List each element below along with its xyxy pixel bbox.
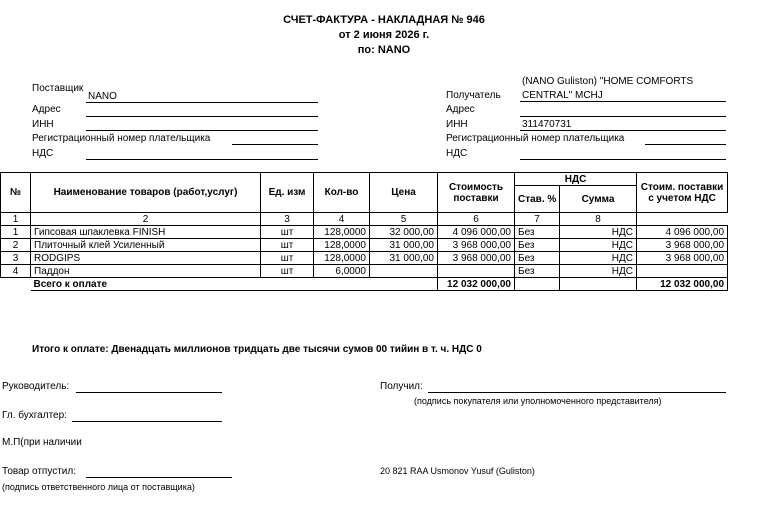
receiver-inn-value: 311470731 xyxy=(522,119,572,130)
supplier-inn-line xyxy=(86,130,318,131)
total-in-words: Итого к оплате: Двенадцать миллионов тридцать две тысячи сумов 00 тийин в т. ч. НДС 0 xyxy=(32,344,482,355)
released-label: Товар отпустил: xyxy=(2,466,76,477)
supplier-name: NANO xyxy=(88,91,117,102)
invoice-table xyxy=(0,172,728,291)
accountant-label: Гл. бухгалтер: xyxy=(2,410,67,421)
row-qty: 128,0000 xyxy=(314,252,370,265)
receiver-address-line xyxy=(520,116,726,117)
row-name: Плиточный клей Усиленный xyxy=(31,239,261,252)
supplier-name-line xyxy=(86,102,318,103)
col-no-header: № xyxy=(1,173,31,213)
released-note: (подпись ответственного лица от поставщика) xyxy=(2,482,195,492)
row-unit: шт xyxy=(261,239,314,252)
row-name: RODGIPS xyxy=(31,252,261,265)
row-vat-rate: Без xyxy=(515,265,560,278)
row-vat-sum: НДС xyxy=(560,252,637,265)
row-vat-sum: НДС xyxy=(560,265,637,278)
col-total-header: Стоим. поставки с учетом НДС xyxy=(637,173,728,213)
invoice-date: от 2 июня 2026 г. xyxy=(338,29,430,41)
supplier-inn-label: ИНН xyxy=(32,119,54,130)
row-cost: 3 968 000,00 xyxy=(438,239,515,252)
receiver-inn-line xyxy=(520,130,726,131)
receiver-reg-label: Регистрационный номер плательщика xyxy=(446,133,625,144)
accountant-sign-line xyxy=(72,421,222,422)
total-cost: 12 032 000,00 xyxy=(438,278,515,291)
row-vat-sum: НДС xyxy=(560,239,637,252)
row-vat-rate: Без xyxy=(515,239,560,252)
row-cost xyxy=(438,265,515,278)
table-row xyxy=(1,252,728,265)
received-label: Получил: xyxy=(380,381,423,392)
receiver-name-underline xyxy=(520,101,726,102)
row-cost: 4 096 000,00 xyxy=(438,226,515,239)
row-qty: 128,0000 xyxy=(314,226,370,239)
row-vat-rate: Без xyxy=(515,226,560,239)
row-qty: 128,0000 xyxy=(314,239,370,252)
row-no: 2 xyxy=(1,239,31,252)
col-number: 1 xyxy=(1,213,31,226)
supplier-vat-label: НДС xyxy=(32,148,54,159)
row-total: 3 968 000,00 xyxy=(637,239,728,252)
row-unit: шт xyxy=(261,265,314,278)
col-vat-sum-header: Сумма xyxy=(560,186,637,213)
col-number: 7 xyxy=(515,213,560,226)
row-qty: 6,0000 xyxy=(314,265,370,278)
total-sum: 12 032 000,00 xyxy=(637,278,728,291)
col-vat-rate-header: Став. % xyxy=(515,186,560,213)
col-unit-header: Ед. изм xyxy=(261,173,314,213)
supplier-address-line xyxy=(86,116,318,117)
row-price: 31 000,00 xyxy=(370,239,438,252)
stamp-label: М.П(при наличии xyxy=(2,437,82,448)
total-label: Всего к оплате xyxy=(31,278,438,291)
total-row xyxy=(1,278,728,291)
receiver-name-line1: (NANO Guliston) "HOME COMFORTS xyxy=(522,76,694,87)
col-vat-header: НДС xyxy=(515,173,637,186)
supplier-address-label: Адрес xyxy=(32,104,61,115)
supplier-reg-label: Регистрационный номер плательщика xyxy=(32,133,211,144)
invoice-by: по: NANO xyxy=(357,44,411,56)
supplier-reg-line xyxy=(232,144,318,145)
received-sign-line xyxy=(428,392,726,393)
table-row xyxy=(1,226,728,239)
table-row xyxy=(1,265,728,278)
col-number: 4 xyxy=(314,213,370,226)
director-sign-line xyxy=(76,392,222,393)
col-number: 6 xyxy=(438,213,515,226)
row-total xyxy=(637,265,728,278)
row-no: 4 xyxy=(1,265,31,278)
row-price xyxy=(370,265,438,278)
row-name: Паддон xyxy=(31,265,261,278)
receiver-address-label: Адрес xyxy=(446,104,475,115)
row-cost: 3 968 000,00 xyxy=(438,252,515,265)
receiver-label: Получатель xyxy=(446,90,501,101)
receiver-vat-line xyxy=(520,159,726,160)
column-number-row xyxy=(1,213,728,226)
row-name: Гипсовая шпаклевка FINISH xyxy=(31,226,261,239)
col-number: 5 xyxy=(370,213,438,226)
receiver-reg-line xyxy=(645,144,726,145)
driver-info: 20 821 RAA Usmonov Yusuf (Guliston) xyxy=(380,466,535,476)
received-note: (подпись покупателя или уполномоченного представителя) xyxy=(414,396,662,406)
row-unit: шт xyxy=(261,226,314,239)
row-no: 3 xyxy=(1,252,31,265)
col-number: 8 xyxy=(560,213,637,226)
supplier-label: Поставщик xyxy=(32,83,84,94)
col-name-header: Наименование товаров (работ,услуг) xyxy=(31,173,261,213)
row-no: 1 xyxy=(1,226,31,239)
col-price-header: Цена xyxy=(370,173,438,213)
row-unit: шт xyxy=(261,252,314,265)
col-number: 3 xyxy=(261,213,314,226)
col-number: 2 xyxy=(31,213,261,226)
released-sign-line xyxy=(86,477,232,478)
row-price: 31 000,00 xyxy=(370,252,438,265)
invoice-title: СЧЕТ-ФАКТУРА - НАКЛАДНАЯ № 946 xyxy=(283,14,485,26)
row-vat-sum: НДС xyxy=(560,226,637,239)
col-cost-header: Стоимость поставки xyxy=(438,173,515,213)
receiver-name-line2: CENTRAL" MCHJ xyxy=(522,90,603,101)
receiver-vat-label: НДС xyxy=(446,148,468,159)
row-price: 32 000,00 xyxy=(370,226,438,239)
row-total: 3 968 000,00 xyxy=(637,252,728,265)
row-total: 4 096 000,00 xyxy=(637,226,728,239)
director-label: Руководитель: xyxy=(2,381,70,392)
row-vat-rate: Без xyxy=(515,252,560,265)
table-row xyxy=(1,239,728,252)
col-qty-header: Кол-во xyxy=(314,173,370,213)
supplier-vat-line xyxy=(86,159,318,160)
receiver-inn-label: ИНН xyxy=(446,119,468,130)
